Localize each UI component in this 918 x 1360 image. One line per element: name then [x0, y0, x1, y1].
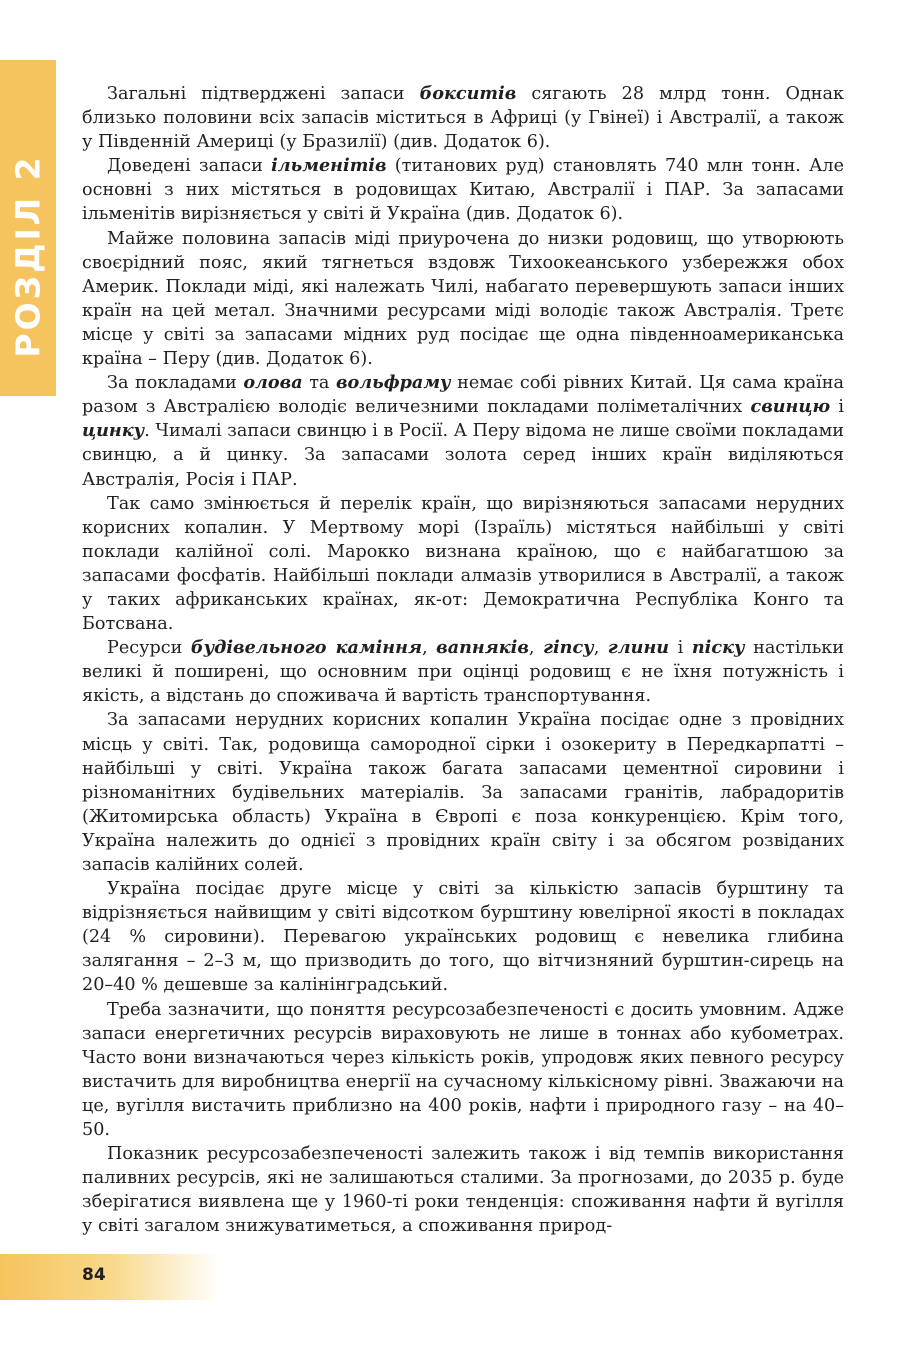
emphasized-term: цинку: [82, 420, 145, 442]
text-run: настільки великі й поширені, що основним при оцінці родовищ є не їхня потужність і якість, а відстань до споживача й вартість транспортування.: [82, 638, 844, 707]
emphasized-term: будівельного каміння: [190, 637, 422, 659]
text-run: . Чималі запаси свинцю і в Росії. А Перу відома не лише своїми покладами свинцю, а й цинку. За запасами золота серед інших країн виділяються Австралія, Росія і ПАР.: [82, 421, 844, 490]
section-tab-label: РОЗДІЛ 2: [8, 154, 48, 358]
page-number: 84: [82, 1265, 106, 1285]
text-run: та: [302, 373, 336, 394]
emphasized-term: піску: [691, 637, 745, 659]
paragraph: [82, 154, 844, 226]
emphasized-term: бокситів: [419, 83, 517, 104]
text-run: Показник ресурсозабезпеченості залежить також і від темпів використання паливних ресурсів, які не залишаються сталими. За прогнозами, до 2035 р. буде зберігатися виявлена ще у 1960-ті роки тенденція: споживання нафти й вугілля у світі загалом знижуватиметься, а споживання природ-: [82, 1144, 844, 1237]
body-text: [82, 82, 844, 1239]
emphasized-term: гіпсу: [543, 637, 594, 659]
paragraph: [82, 877, 844, 997]
text-run: ,: [593, 638, 608, 659]
paragraph: [82, 82, 844, 154]
text-run: (титанових руд) становлять 740 млн тонн. Але основні з них містяться в родовищах Китаю, Австралії і ПАР. За запасами ільменітів вирізняється у світі й Україна (див. Додаток 6).: [82, 156, 844, 225]
text-run: Майже половина запасів міді приурочена до низки родовищ, що утворюють своєрідний пояс, який тягнеться вздовж Тихоокеанського узбережжя обох Америк. Поклади міді, які належать Чилі, набагато перевершують запаси інших країн на цей метал. Значними ресурсами міді володіє також Австралія. Третє місце у світі за запасами мідних руд посідає ще одна південноамериканська країна – Перу (див. Додаток 6).: [82, 228, 844, 370]
text-run: і: [830, 397, 844, 418]
emphasized-term: свинцю: [750, 396, 831, 418]
text-run: Україна посідає друге місце у світі за кількістю запасів бурштину та відрізняється найвищим у світі відсотком бурштину ювелірної якості в покладах (24 % сировини). Перевагою українських родовищ є невелика глибина залягання – 2–3 м, що призводить до того, що вітчизняний бурштин-сирець на 20–40 % дешевше за калінінградський.: [82, 879, 844, 996]
text-run: За покладами: [107, 373, 244, 394]
paragraph: [82, 708, 844, 877]
emphasized-term: вапняків: [436, 637, 529, 659]
text-run: Загальні підтверджені запаси: [107, 84, 420, 104]
paragraph: [82, 1142, 844, 1238]
text-run: і: [669, 638, 692, 659]
emphasized-term: олова: [243, 372, 303, 394]
paragraph: [82, 636, 844, 708]
footer-band: [0, 1254, 220, 1300]
paragraph: [82, 227, 844, 372]
text-run: сягають 28 млрд тонн. Однак близько половини всіх запасів міститься в Африці (у Гвінеї) і Австралії, а також у Південній Америці (у Бразилії) (див. Додаток 6).: [82, 84, 844, 153]
text-run: За запасами нерудних корисних копалин Україна посідає одне з провідних місць у світі. Так, родовища самородної сірки і озокериту в Передкарпатті – найбільші у світі. Україна також багата запасами цементної сировини і різноманітних будівельних матеріалів. За запасами гранітів, лабрадоритів (Житомирська область) Україна в Європі є поза конкуренцією. Крім того, Україна належить до однієї з провідних країн світу і за обсягом розвіданих запасів калійних солей.: [82, 710, 844, 875]
text-run: ,: [421, 638, 437, 659]
paragraph: [82, 371, 844, 491]
text-run: Доведені запаси: [107, 156, 272, 177]
emphasized-term: ільменітів: [271, 155, 387, 177]
emphasized-term: вольфраму: [335, 372, 451, 394]
paragraph: [82, 998, 844, 1143]
emphasized-term: глини: [607, 637, 670, 659]
text-run: немає собі рівних Китай. Ця сама країна разом з Австралією володіє величезними покладами поліметалічних: [82, 373, 844, 418]
text-run: Ресурси: [107, 638, 191, 659]
text-run: Треба зазначити, що поняття ресурсозабезпеченості є досить умовним. Адже запаси енергетичних ресурсів вираховують не лише в тоннах або кубометрах. Часто вони визначаються через кількість років, упродовж яких певного ресурсу вистачить для виробництва енергії на сучасному кількісному рівні. Зважаючи на це, вугілля вистачить приблизно на 400 років, нафти і природного газу – на 40–50.: [82, 999, 844, 1141]
section-tab: [0, 60, 56, 396]
text-run: Так само змінюється й перелік країн, що вирізняються запасами нерудних корисних копалин. У Мертвому морі (Ізраїль) містяться найбільші у світі поклади калійної солі. Марокко визнана країною, що є найбагатшою за запасами фосфатів. Найбільші поклади алмазів утворилися в Австралії, а також у таких африканських країнах, як-от: Демократична Республіка Конго та Ботсвана.: [82, 493, 844, 635]
text-run: ,: [528, 638, 544, 659]
paragraph: [82, 492, 844, 637]
